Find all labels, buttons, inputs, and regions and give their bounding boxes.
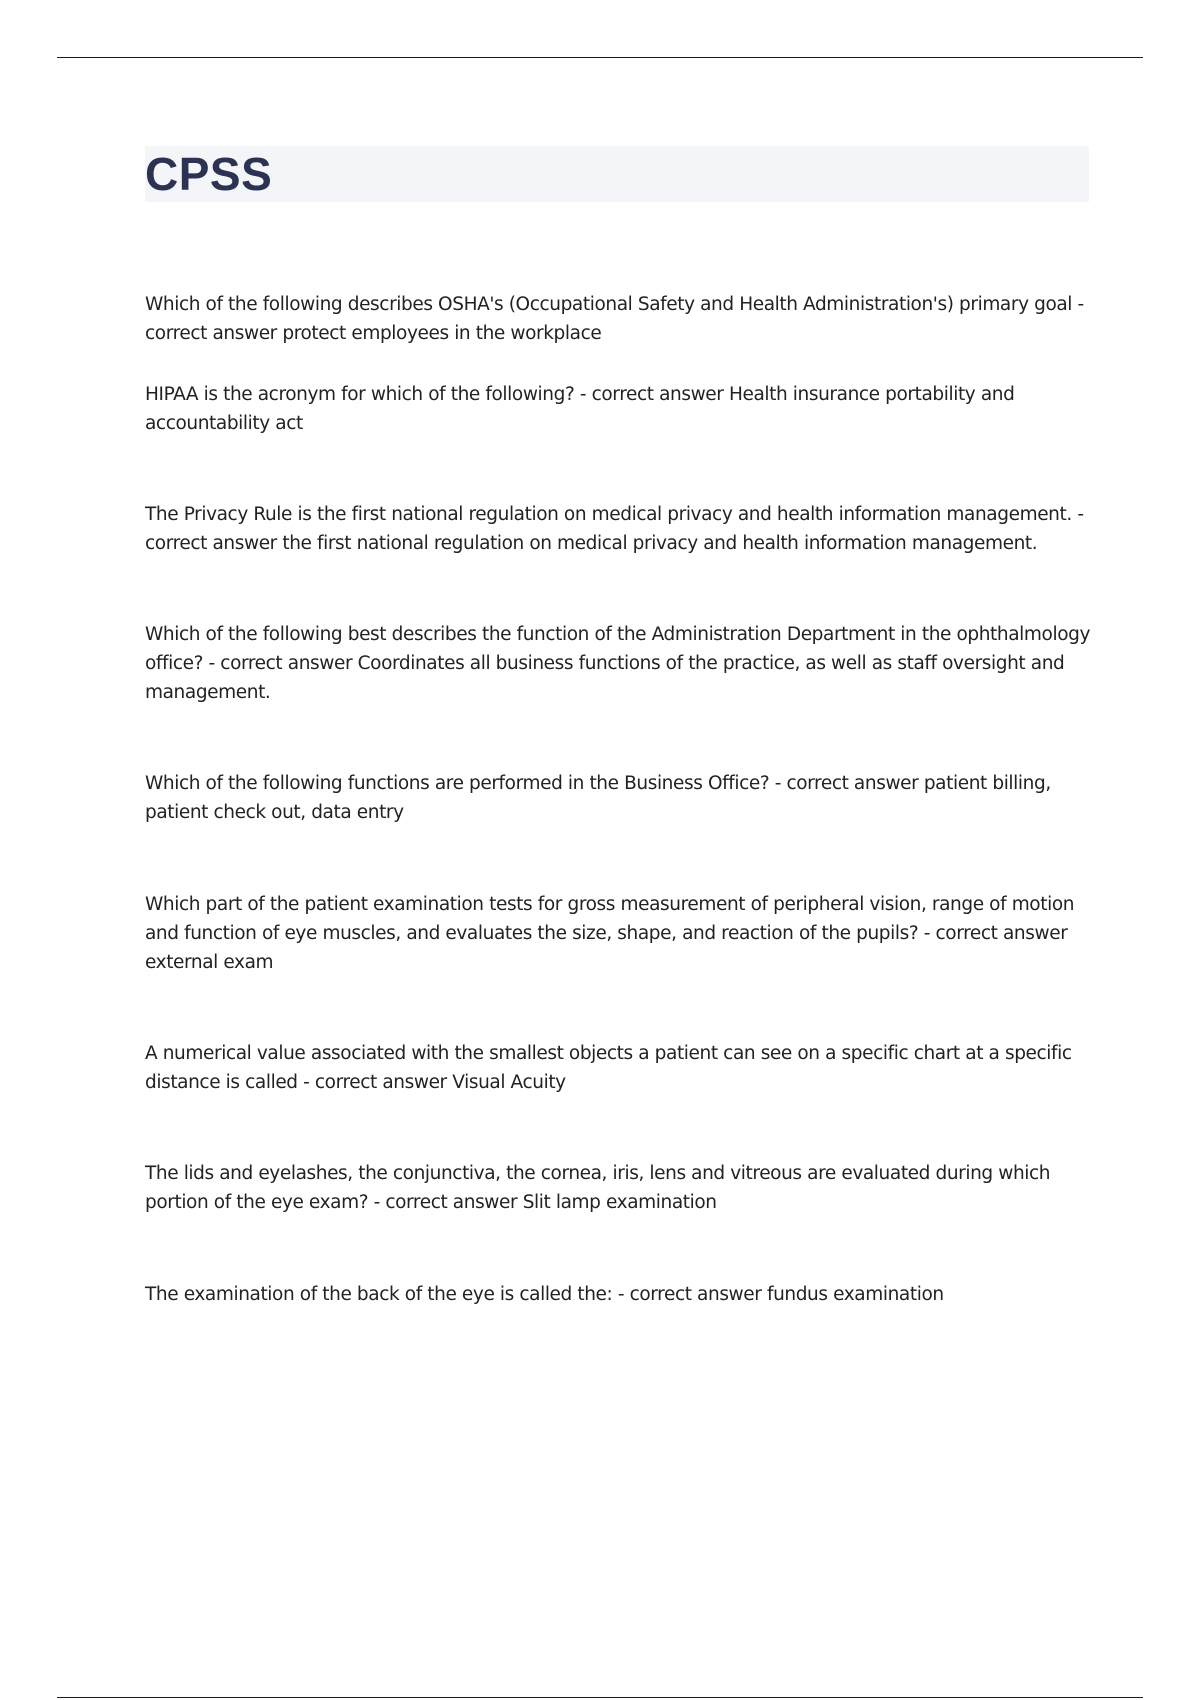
qa-item-6: Which part of the patient examination tests for gross measurement of peripheral vision, range of motion and function of eye muscles, and evaluates the size, shape, and reaction of the pupils? - correct answer external exam [145, 894, 1075, 973]
qa-item-2: HIPAA is the acronym for which of the following? - correct answer Health insurance portability and accountability act [145, 384, 1015, 434]
page-top-rule [57, 57, 1143, 58]
qa-item-8: The lids and eyelashes, the conjunctiva, the cornea, iris, lens and vitreous are evaluated during which portion of the eye exam? - correct answer Slit lamp examination [145, 1163, 1051, 1213]
page-title: CPSS [145, 148, 273, 200]
qa-item-9: The examination of the back of the eye is called the: - correct answer fundus examination [145, 1284, 944, 1305]
page-bottom-rule [57, 1697, 1143, 1698]
title-band [145, 146, 1089, 202]
qa-item-5: Which of the following functions are performed in the Business Office? - correct answer patient billing, patient check out, data entry [145, 773, 1051, 823]
qa-item-7: A numerical value associated with the smallest objects a patient can see on a specific chart at a specific distance is called - correct answer Visual Acuity [145, 1043, 1072, 1093]
qa-item-3: The Privacy Rule is the first national regulation on medical privacy and health information management. - correct answer the first national regulation on medical privacy and health information management. [145, 504, 1084, 554]
qa-item-1: Which of the following describes OSHA's (Occupational Safety and Health Administration's) primary goal - correct answer protect employees in the workplace [145, 294, 1084, 344]
qa-list [145, 290, 1093, 1320]
qa-item-4: Which of the following best describes the function of the Administration Department in the ophthalmology office? - correct answer Coordinates all business functions of the practice, as well as staff oversight and management. [145, 624, 1091, 703]
